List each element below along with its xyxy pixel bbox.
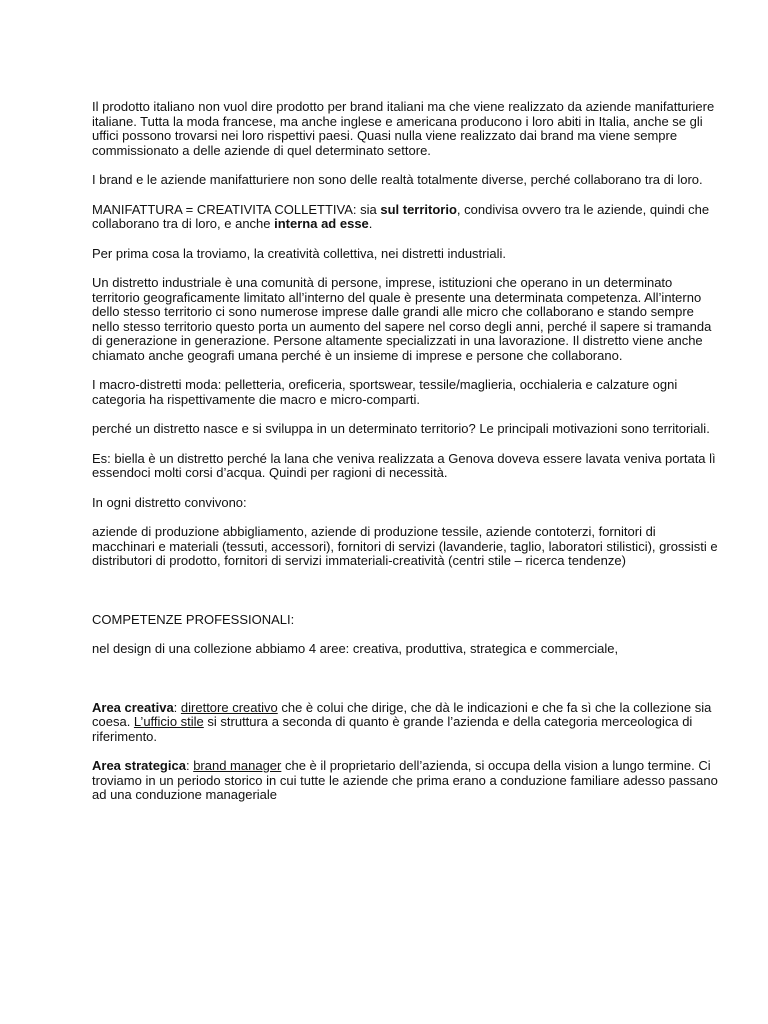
paragraph-area-creativa (92, 701, 720, 745)
text-segment: Es: biella è un distretto perché la lana che veniva realizzata a Genova doveva essere lavata veniva portata lì essendoci molti corsi d’acqua. Quindi per ragioni di necessità. (92, 450, 716, 480)
text-segment: . (368, 216, 373, 231)
text-segment: che è il proprietario dell’azienda, si occupa della vision a lungo termine. Ci troviamo in un periodo storico in cui tutte le aziende che prima erano a conduzione familiare adesso passano ad una conduzione manageriale (92, 758, 718, 802)
paragraph-macro-distretti (92, 378, 720, 407)
bold-text: interna ad esse (274, 216, 369, 231)
paragraph-design-collezione (92, 642, 720, 657)
text-segment: : (185, 758, 194, 773)
paragraph-brand-aziende (92, 173, 720, 188)
text-segment: che è colui che dirige, che dà le indicazioni e che fa sì che la collezione sia coesa. (92, 699, 712, 729)
text-segment: si struttura a seconda di quanto è grande l’azienda e della categoria merceologica di riferimento. (92, 714, 693, 744)
text-segment: Un distretto industriale è una comunità di persone, imprese, istituzioni che operano in un determinato territorio geograficamente limitato all’interno del quale è presente una determinata competenza. All’interno dello stesso territorio ci sono numerose imprese dalle grandi alle micro che collaborano e stando sempre nello stesso territorio questo porta un aumento del sapere nel corso degli anni, perché il sapere si tramanda di generazione in generazione. Persone altamente specializzati in una lavorazione. Il distretto viene anche chiamato anche geografi umana perché è un insieme di imprese e persone che collaborano. (92, 275, 712, 363)
text-segment: perché un distretto nasce e si sviluppa in un determinato territorio? Le principali motivazioni sono territoriali. (92, 421, 710, 436)
text-segment: aziende di produzione abbigliamento, aziende di produzione tessile, aziende contoterzi, fornitori di macchinari e materiali (tessuti, accessori), fornitori di servizi (lavanderie, taglio, laboratori stilistici), grossisti e distributori di prodotto, fornitori di servizi immateriali-creatività (centri stile – ricerca tendenze) (92, 524, 718, 568)
text-segment: Il prodotto italiano non vuol dire prodotto per brand italiani ma che viene realizzato da aziende manifatturiere italiane. Tutta la moda francese, ma anche inglese e americana producono i loro abiti in Italia, anche se gli uffici possono trovarsi nei loro rispettivi paesi. Quasi nulla viene realizzato dai brand ma viene sempre commissionato a delle aziende di quel determinato settore. (92, 99, 715, 158)
text-segment: , condivisa ovvero tra le aziende, quindi che collaborano tra di loro, e anche (92, 201, 710, 231)
text-segment: I brand e le aziende manifatturiere non sono delle realtà totalmente diverse, perché collaborano tra di loro. (92, 172, 703, 187)
text-segment: : (173, 699, 181, 715)
bold-text: sul territorio (380, 201, 457, 217)
text-segment: Per prima cosa la troviamo, la creatività collettiva, nei distretti industriali. (92, 245, 506, 261)
bold-text: Area strategica (92, 758, 186, 773)
underlined-text: brand manager (193, 758, 282, 773)
document-body (92, 100, 720, 818)
text-segment: COMPETENZE PROFESSIONALI: (92, 611, 295, 627)
paragraph-prodotto-italiano (92, 100, 720, 158)
paragraph-area-strategica (92, 759, 720, 803)
heading-competenze-professionali (92, 613, 720, 628)
paragraph-manifattura (92, 203, 720, 232)
text-segment: nel design di una collezione abbiamo 4 aree: creativa, produttiva, strategica e commerciale, (92, 641, 619, 656)
underlined-text: L’ufficio stile (133, 714, 204, 729)
text-segment: I macro-distretti moda: pelletteria, oreficeria, sportswear, tessile/maglieria, occhialeria e calzature ogni categoria ha rispettivamente die macro e micro-comparti. (92, 377, 678, 407)
underlined-text: direttore creativo (180, 699, 278, 715)
paragraph-esempio-biella (92, 452, 720, 481)
paragraph-in-ogni-distretto (92, 496, 720, 511)
paragraph-distretti-industriali (92, 247, 720, 262)
bold-text: Area creativa (92, 699, 174, 715)
paragraph-aziende-elenco (92, 525, 720, 569)
text-segment: MANIFATTURA = CREATIVITA COLLETTIVA: sia (92, 201, 381, 217)
text-segment: In ogni distretto convivono: (92, 494, 247, 510)
paragraph-perche-distretto (92, 422, 720, 437)
paragraph-distretto-definizione (92, 276, 720, 363)
